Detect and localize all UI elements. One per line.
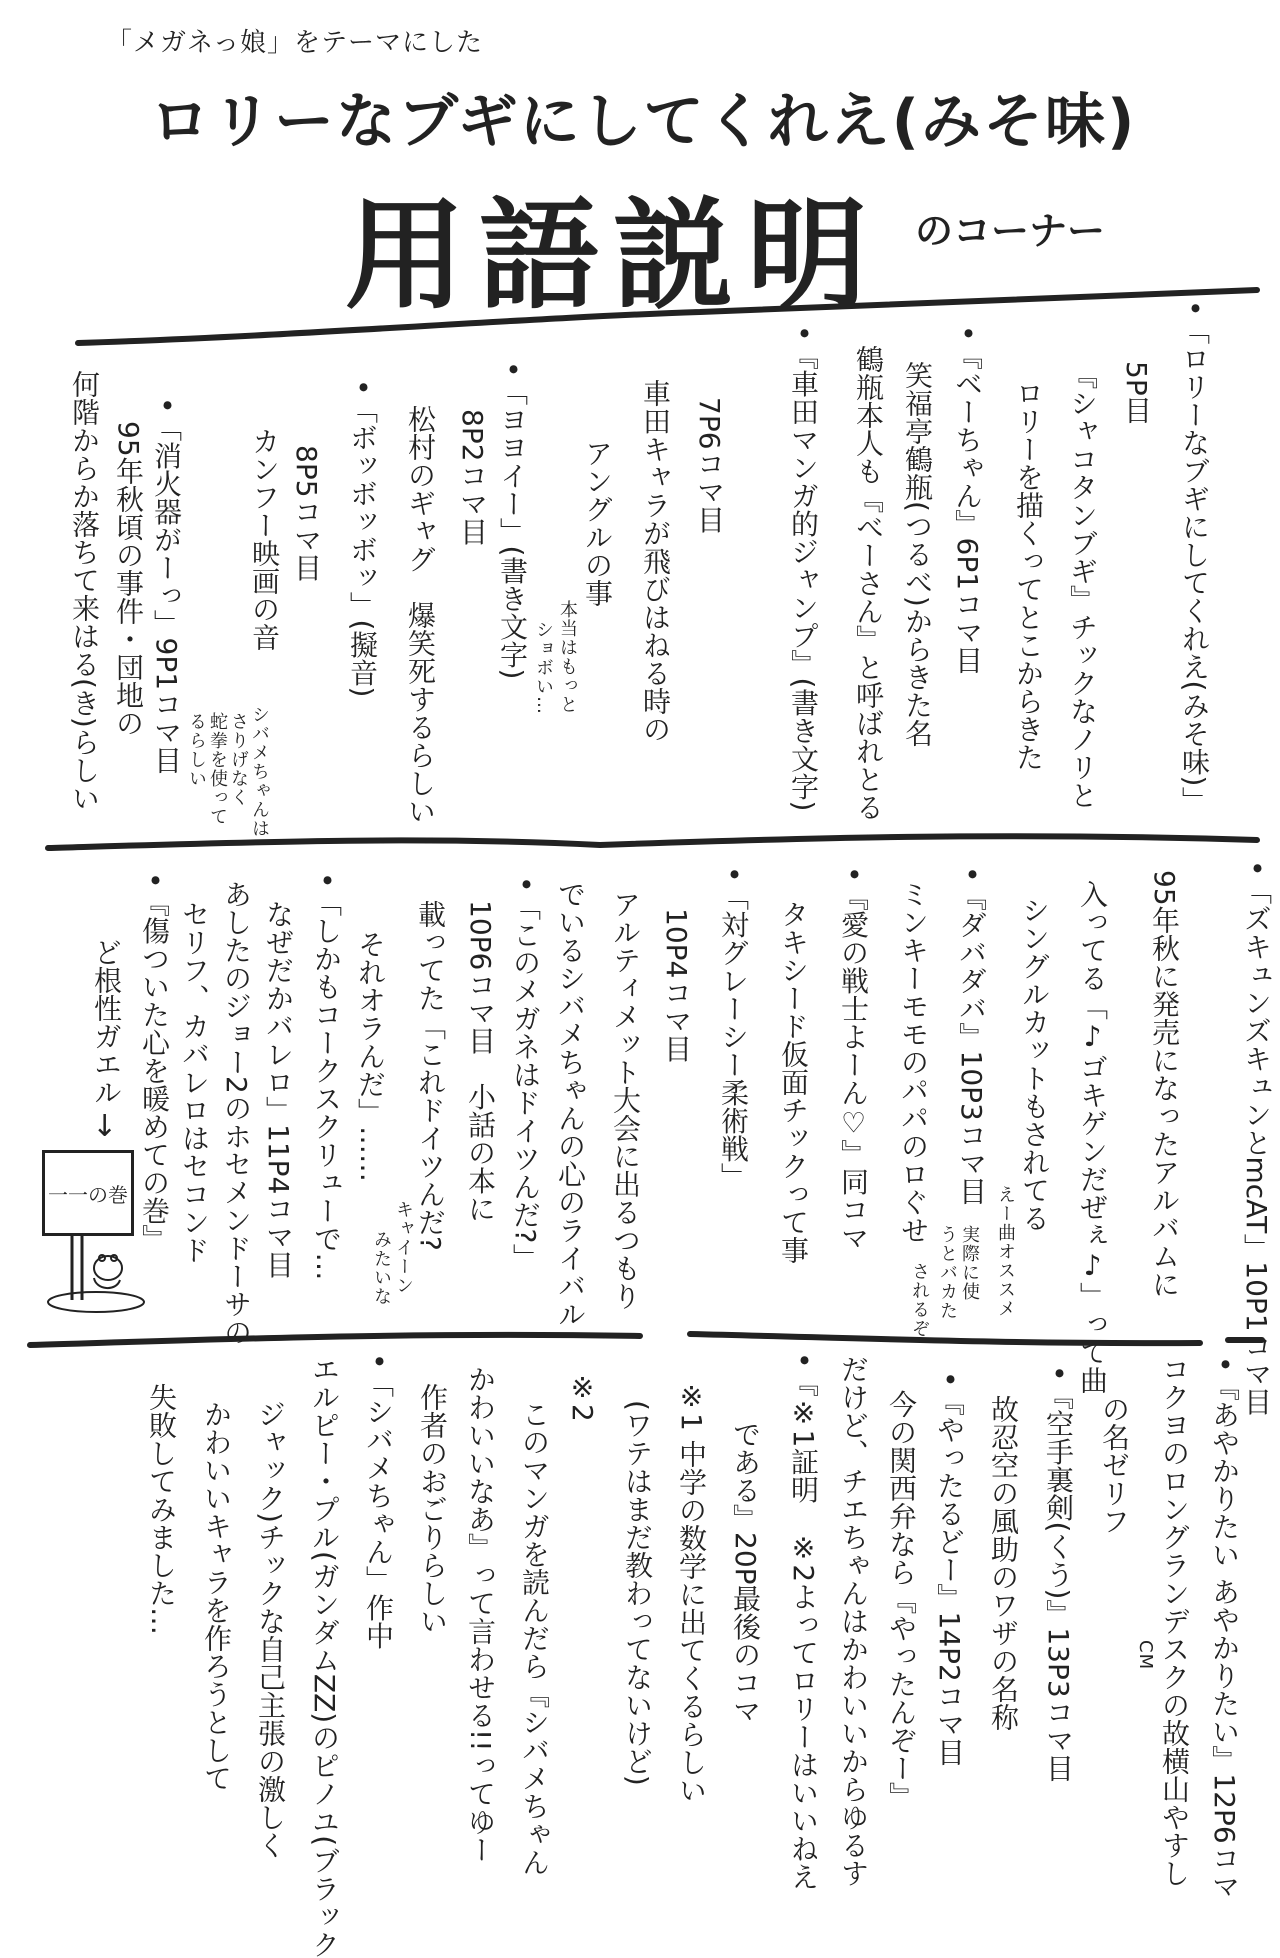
glossary-column: •「ズキュンズキュンとmcAT」10P1コマ目 <box>1240 860 1273 1416</box>
glossary-note: 蛇拳を使って <box>207 712 228 826</box>
glossary-column: 載ってた「これドイツんだ? <box>414 900 447 1251</box>
glossary-column: 7P6コマ目 <box>693 397 726 534</box>
glossary-column: •『車田マンガ的ジャンプ』(書き文字) <box>787 325 820 812</box>
divider-line-2 <box>48 836 1257 848</box>
glossary-note: みたいな <box>371 1230 392 1306</box>
glossary-column: •「ロリーなブギにしてくれえ(みそ味)」 <box>1178 300 1211 815</box>
glossary-column: 『シャコタンブギ』チックなノリと <box>1066 361 1099 809</box>
divider-line-3b <box>690 1334 1200 1343</box>
glossary-column: アングルの事 <box>581 439 614 607</box>
glossary-heading: 用語説明 <box>345 187 881 326</box>
glossary-column: •「対グレーシー柔術戦」 <box>717 866 750 1191</box>
glossary-column: このマンガを読んだら『シバメちゃん <box>518 1400 551 1876</box>
glossary-note: えー曲オススメ <box>995 1185 1016 1318</box>
down-arrow-icon: ↓ <box>92 1109 118 1144</box>
glossary-column: アルティメット大会に出るつもり <box>609 890 642 1310</box>
glossary-column: タキシード仮面チックって事 <box>777 900 810 1264</box>
sign-board: 一一の巻 <box>42 1150 134 1236</box>
glossary-column: •『※1証明 ※2よってロリーはいいねえ <box>787 1352 820 1891</box>
glossary-column: である』20P最後のコマ <box>729 1420 762 1725</box>
glossary-column: でいるシバメちゃんの心のライバル <box>554 880 587 1328</box>
glossary-note: 本当はもっと <box>557 600 578 714</box>
glossary-column: 故忍空の風助のワザの名称 <box>987 1395 1020 1731</box>
glossary-column: •「シバメちゃん」作中 <box>362 1353 395 1650</box>
page-subtitle: 「メガネっ娘」をテーマにした <box>106 28 483 58</box>
glossary-note: されるぞ <box>909 1262 930 1338</box>
glossary-note: シバメちゃんは <box>249 705 270 838</box>
glossary-column: •「ヨヨイー」(書き文字) <box>496 361 529 680</box>
glossary-column: 入ってる「♪ゴキゲンだぜぇ♪」って曲 <box>1076 880 1109 1394</box>
glossary-column: •『愛の戦士よーん♡』同コマ <box>837 866 870 1252</box>
glossary-column: 鶴瓶本人も『べーさん』と呼ばれとる <box>852 345 885 821</box>
glossary-column: シングルカットもされてる <box>1018 896 1051 1232</box>
glossary-column: •『空手裏剣(くう)』13P3コマ目 <box>1042 1365 1075 1782</box>
glossary-column: 8P2コマ目 <box>456 409 489 546</box>
glossary-column: コクヨのロングランデスクの故横山やすし <box>1158 1355 1191 1887</box>
glossary-column: ※1 中学の数学に出てくるらしい <box>675 1380 708 1804</box>
glossary-column: •『ダバダバ』10P3コマ目 <box>955 866 988 1205</box>
glossary-column: 5P目 <box>1120 361 1153 424</box>
glossary-column: •「しかもコークスクリューで… <box>310 872 343 1281</box>
glossary-column: の名ゼリフ <box>1098 1395 1131 1535</box>
glossary-note: るらしい <box>186 712 207 788</box>
glossary-column: 今の関西弁なら『やったんぞー』 <box>885 1390 918 1810</box>
glossary-column: ミンキーモモのパパのロぐせ <box>897 880 930 1244</box>
glossary-column: 車田キャラが飛びはねる時の <box>639 379 672 743</box>
glossary-note: CM <box>1135 1640 1156 1671</box>
glossary-column: ロリーを描くってとこからきた <box>1012 379 1045 771</box>
glossary-note: ショボい… <box>533 620 554 715</box>
glossary-note: さりげなく <box>228 712 249 807</box>
glossary-column: 95年秋に発売になったアルバムに <box>1148 870 1181 1298</box>
glossary-heading-suffix: のコーナー <box>915 209 1106 253</box>
glossary-column: •『やったるどー』14P2コマ目 <box>933 1371 966 1766</box>
divider-line-3a <box>30 1335 640 1345</box>
glossary-column: 何階からか落ちて来はる(き)らしい <box>68 370 101 812</box>
glossary-column: セリフ、カバレロはセコンド <box>178 900 211 1264</box>
glossary-column: 95年秋頃の事件・団地の <box>112 421 145 737</box>
glossary-column: 作者のおごりらしい <box>416 1383 449 1635</box>
glossary-column: 笑福亭鶴瓶(つるべ)からきた名 <box>901 361 934 747</box>
glossary-column: •「このメガネはドイツんだ?」 <box>509 876 542 1272</box>
glossary-column: •『傷ついた心を暖めての巻』 <box>138 872 171 1253</box>
glossary-column: なぜだかバレロ」11P4コマ目 <box>262 900 295 1279</box>
glossary-column: 松村のギャグ 爆笑死するらしい <box>404 405 437 825</box>
glossary-column: ど根性ガエル <box>90 938 123 1106</box>
glossary-column: あしたのジョー2のホセメンドーサの <box>220 880 253 1346</box>
glossary-column: 8P5コマ目 <box>290 445 323 582</box>
glossary-column: (ワテはまだ教わってないけど) <box>621 1400 654 1786</box>
glossary-column: 10P4コマ目 <box>660 908 693 1063</box>
glossary-column: •「ボッボッボッ」(擬音) <box>346 379 379 698</box>
glossary-column: ジャック)チックな自己主張の激しく <box>254 1400 287 1859</box>
glossary-column: ※2 <box>566 1371 599 1422</box>
glossary-column: •「消火器がーっ」9P1コマ目 <box>150 397 183 775</box>
glossary-note: 実際に使 <box>959 1225 980 1301</box>
glossary-column: だけど、チエちゃんはかわいいからゆるす <box>837 1355 870 1887</box>
glossary-column: それオラんだ」…… <box>354 930 387 1182</box>
glossary-column: かわいいキャラを作ろうとして <box>200 1400 233 1792</box>
frog-sign-illustration <box>36 1150 146 1320</box>
glossary-column: 失敗してみました… <box>145 1383 178 1635</box>
frog-icon <box>36 1150 146 1320</box>
glossary-column: エルピー・プル(ガンダムZZ)のピノユ(ブラック <box>308 1355 341 1958</box>
glossary-column: カンフー映画の音 <box>248 427 281 651</box>
glossary-note: キャイーン <box>393 1200 414 1295</box>
glossary-column: かわいいなあ』って言わせる!!ってゆー <box>464 1365 497 1864</box>
glossary-column: •『あやかりたい あやかりたい』12P6コマ <box>1208 1356 1241 1900</box>
glossary-column: •『ベーちゃん』6P1コマ目 <box>951 325 984 675</box>
page-title: ロリーなブギにしてくれえ(みそ味) <box>150 87 1137 157</box>
glossary-column: 10P6コマ目 小話の本に <box>464 900 497 1223</box>
glossary-note: うとバカた <box>937 1225 958 1320</box>
